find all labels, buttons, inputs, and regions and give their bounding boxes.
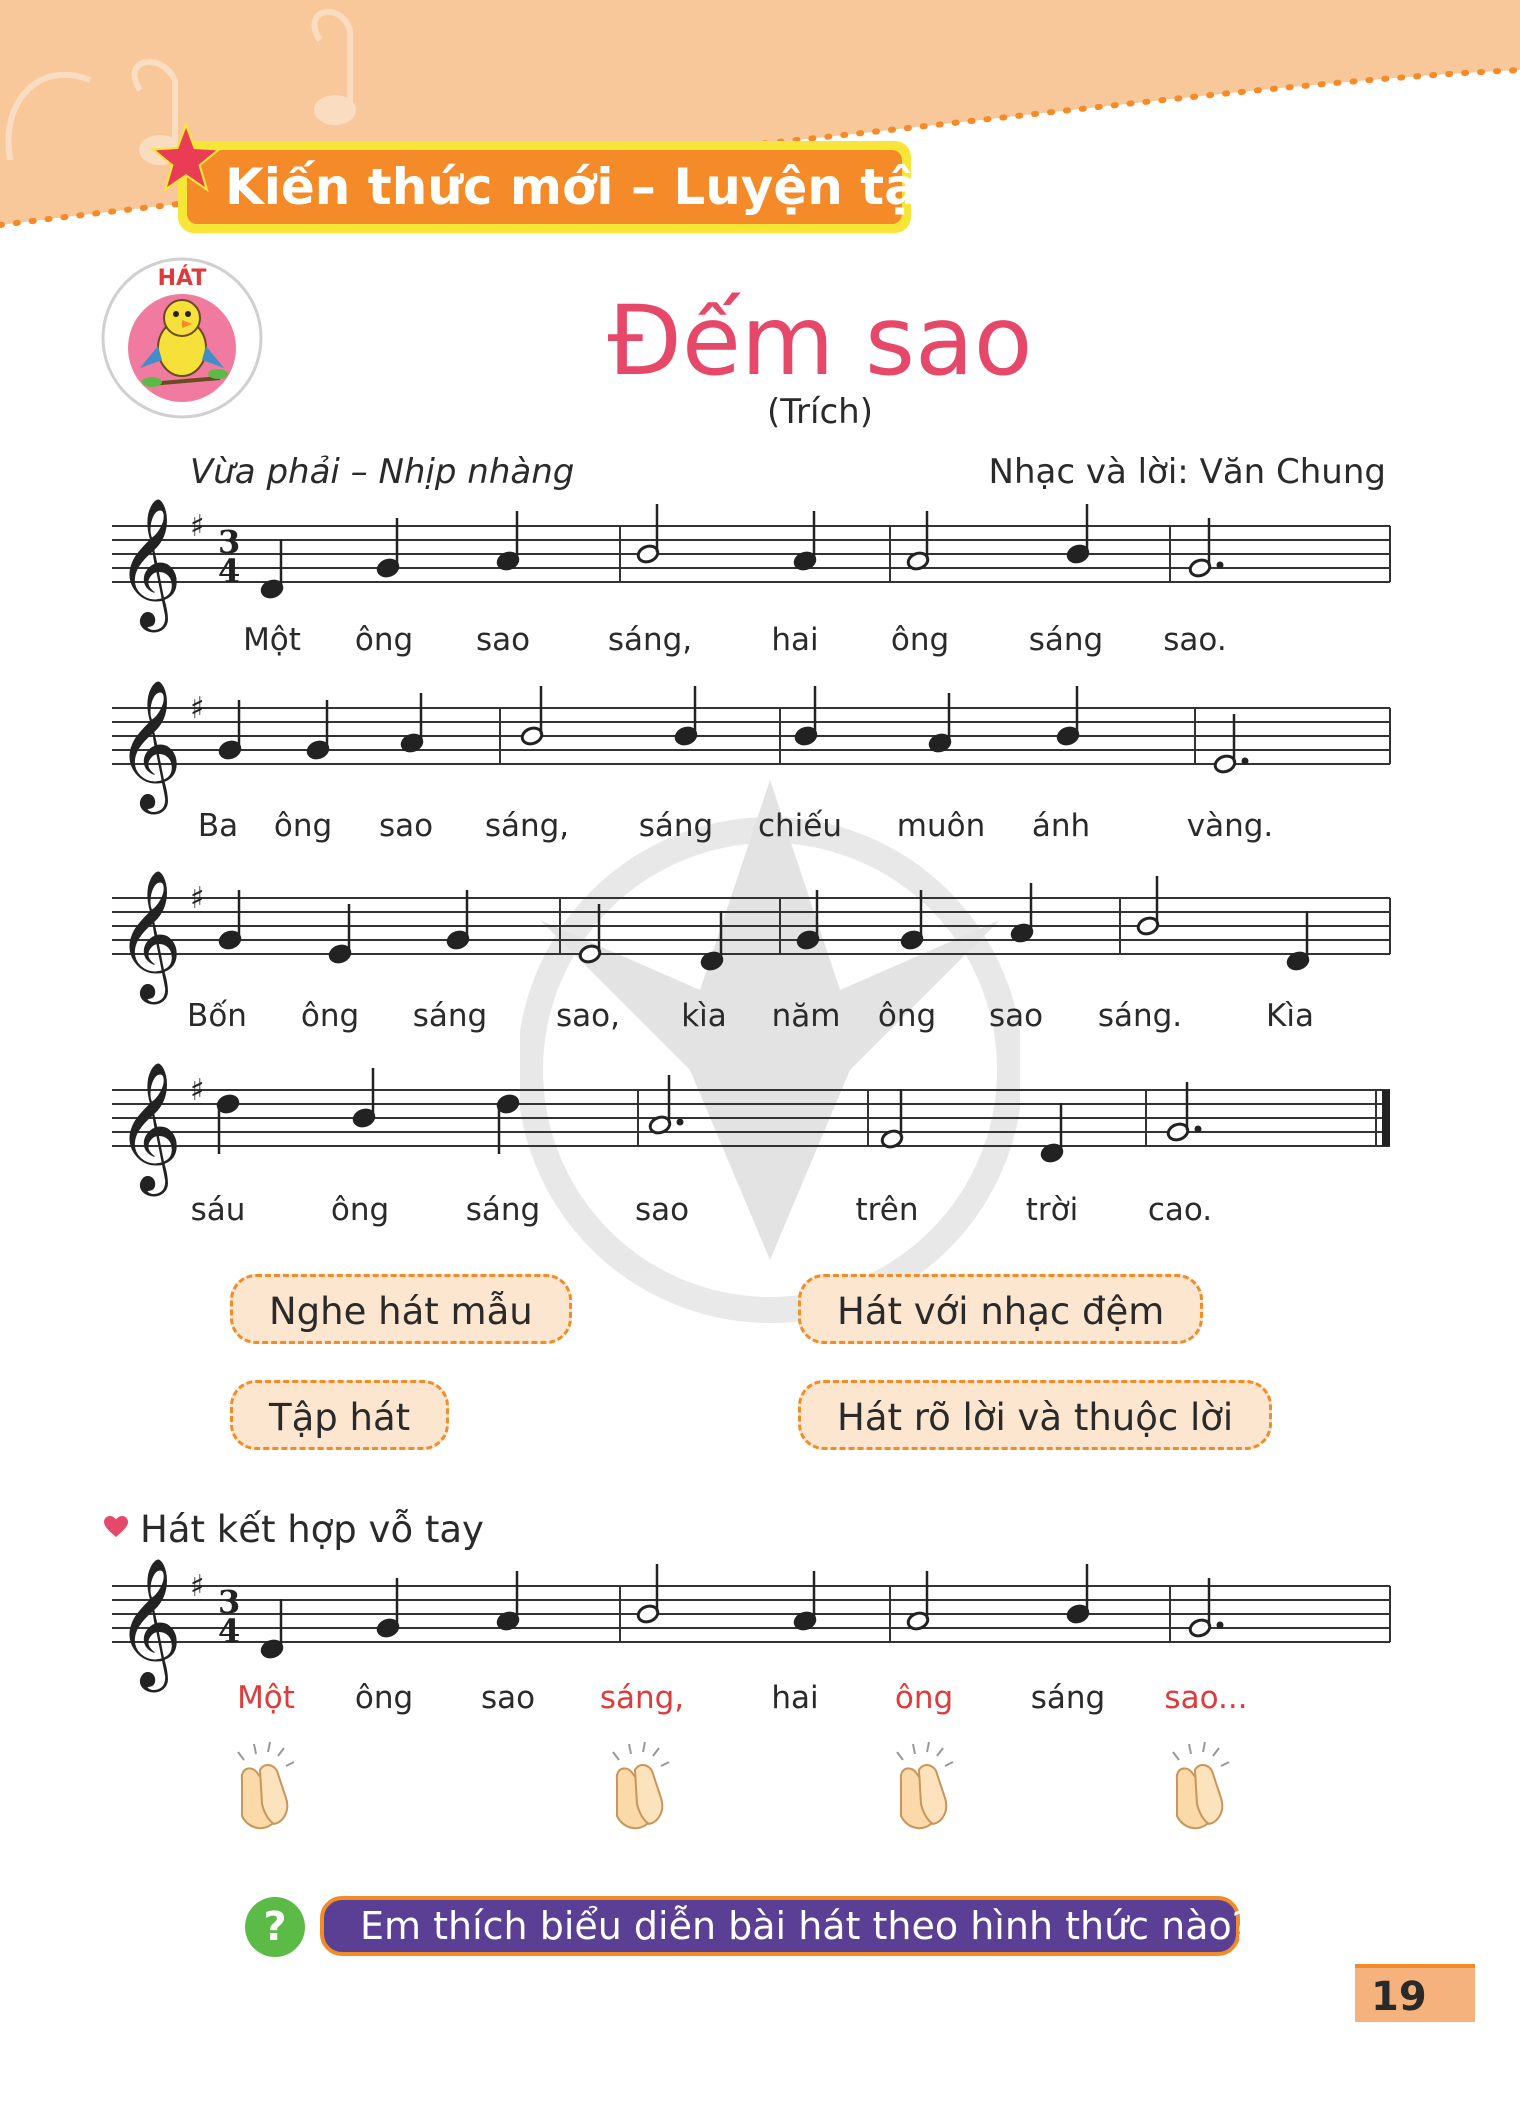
star-icon: [150, 122, 222, 194]
note: [1136, 876, 1160, 936]
key-signature-sharp: ♯: [190, 881, 205, 916]
activity-sing-clearly-memorize[interactable]: Hát rõ lời và thuộc lời: [798, 1380, 1272, 1450]
lyric-word: hai: [771, 622, 819, 658]
treble-clef-icon: 𝄞: [116, 1557, 183, 1687]
svg-text:?: ?: [263, 1904, 287, 1950]
clap-icon: [599, 1740, 681, 1832]
note: [793, 511, 817, 571]
note: [1066, 504, 1090, 564]
treble-clef-icon: 𝄞: [116, 497, 183, 627]
note: [1040, 1103, 1064, 1163]
lyric-word: sao: [475, 622, 531, 658]
lyric-word: sao: [634, 1192, 690, 1228]
note: [446, 890, 470, 950]
clap-lyric-word: sáng: [1030, 1680, 1106, 1716]
lyric-word: sáng: [412, 998, 488, 1034]
note: [636, 1564, 660, 1624]
clap-lyric-word: sao...: [1164, 1680, 1248, 1716]
note: [352, 1068, 376, 1128]
note-dot: [1242, 758, 1249, 765]
note: [260, 539, 284, 599]
clap-lyric-word: sao: [480, 1680, 536, 1716]
lyric-word: sáng.: [1097, 998, 1183, 1034]
note-dot: [677, 1119, 684, 1126]
note: [906, 511, 930, 571]
note-dot: [1195, 1126, 1202, 1133]
clap-lyric-word: hai: [771, 1680, 819, 1716]
note: [636, 504, 660, 564]
lyric-word: vàng.: [1186, 808, 1274, 844]
note: [1166, 1082, 1201, 1142]
note: [1056, 686, 1080, 746]
lyric-word: ông: [354, 622, 414, 658]
note: [793, 1571, 817, 1631]
note: [218, 890, 242, 950]
lyric-word: chiếu: [757, 808, 843, 844]
note: [376, 518, 400, 578]
note: [700, 911, 724, 971]
lyric-word: sao: [988, 998, 1044, 1034]
lyric-word: sáng,: [484, 808, 570, 844]
clap-lyric-word: ông: [894, 1680, 954, 1716]
question-prompt: Em thích biểu diễn bài hát theo hình thức nào?: [320, 1896, 1240, 1956]
lyric-word: muôn: [896, 808, 986, 844]
note: [1213, 714, 1248, 774]
note: [1010, 883, 1034, 943]
note-dot: [1217, 562, 1224, 569]
sing-badge: [100, 256, 264, 420]
note: [400, 693, 424, 753]
clap-icon: [883, 1740, 965, 1832]
clap-lyric-word: sáng,: [599, 1680, 685, 1716]
lyric-word: cao.: [1147, 1192, 1213, 1228]
music-staff-3: [0, 868, 1520, 1008]
lyric-word: ông: [890, 622, 950, 658]
note: [880, 1089, 904, 1149]
key-signature-sharp: ♯: [190, 1073, 205, 1108]
lyric-word: Một: [243, 622, 301, 658]
treble-clef-icon: 𝄞: [116, 869, 183, 999]
clap-lyric-word: Một: [237, 1680, 295, 1716]
note: [376, 1578, 400, 1638]
lyric-word: Kìa: [1266, 998, 1314, 1034]
note: [906, 1571, 930, 1631]
page-number: 19: [1355, 1964, 1475, 2022]
song-subtitle: (Trích): [767, 392, 873, 432]
lyric-word: ông: [877, 998, 937, 1034]
music-staff-1: [0, 496, 1520, 636]
activity-practice-singing[interactable]: Tập hát: [230, 1380, 449, 1450]
note: [496, 1094, 520, 1154]
note: [496, 1571, 520, 1631]
note: [306, 700, 330, 760]
activity-listen-sample[interactable]: Nghe hát mẫu: [230, 1274, 572, 1344]
composer-credit: Nhạc và lời: Văn Chung: [988, 452, 1386, 492]
time-signature-bottom: 4: [218, 1612, 241, 1650]
lyric-word: sao: [378, 808, 434, 844]
time-signature-top: 3: [218, 1583, 241, 1621]
music-staff-clapping: [0, 1556, 1520, 1696]
note: [496, 511, 520, 571]
lyric-word: Bốn: [187, 998, 247, 1034]
lyric-word: ông: [300, 998, 360, 1034]
note: [260, 1599, 284, 1659]
note-dot: [1217, 1622, 1224, 1629]
note: [900, 890, 924, 950]
note: [578, 904, 602, 964]
note: [674, 686, 698, 746]
final-bar-thick: [1382, 1090, 1390, 1146]
tempo-marking: Vừa phải – Nhịp nhàng: [190, 452, 575, 492]
lyric-word: kìa: [681, 998, 727, 1034]
note: [328, 904, 352, 964]
time-signature-top: 3: [218, 523, 241, 561]
lyric-word: năm: [771, 998, 841, 1034]
note: [648, 1075, 683, 1135]
section-banner: [178, 141, 954, 233]
note: [520, 686, 544, 746]
note: [218, 700, 242, 760]
treble-clef-icon: 𝄞: [116, 1061, 183, 1191]
note: [1066, 1564, 1090, 1624]
lyric-word: sao,: [556, 998, 620, 1034]
lyric-word: ông: [273, 808, 333, 844]
badge-label: HÁT: [157, 266, 207, 291]
lyric-word: sao.: [1163, 622, 1227, 658]
note: [1188, 518, 1223, 578]
clap-icon: [224, 1740, 306, 1832]
lyric-word: sáng: [465, 1192, 541, 1228]
note: [928, 693, 952, 753]
lyric-word: ông: [330, 1192, 390, 1228]
section-title: Kiến thức mới – Luyện tập: [187, 150, 902, 224]
activity-sing-with-accompaniment[interactable]: Hát với nhạc đệm: [798, 1274, 1203, 1344]
question-icon: [244, 1896, 306, 1958]
lyric-word: sáng: [638, 808, 714, 844]
lyric-word: trời: [1025, 1192, 1079, 1228]
music-staff-2: [0, 678, 1520, 818]
note: [1188, 1578, 1223, 1638]
note: [796, 890, 820, 950]
lyric-word: sáng: [1028, 622, 1104, 658]
lyric-word: sáu: [190, 1192, 246, 1228]
lyric-word: sáng,: [607, 622, 693, 658]
key-signature-sharp: ♯: [190, 691, 205, 726]
song-title: Đếm sao: [607, 285, 1033, 397]
clapping-heading: Hát kết hợp vỗ tay: [140, 1508, 484, 1551]
clap-lyric-word: ông: [354, 1680, 414, 1716]
heart-icon: [104, 1516, 128, 1538]
treble-clef-icon: 𝄞: [116, 679, 183, 809]
key-signature-sharp: ♯: [190, 1569, 205, 1604]
note: [794, 686, 818, 746]
music-staff-4: [0, 1060, 1520, 1200]
key-signature-sharp: ♯: [190, 509, 205, 544]
note: [216, 1094, 240, 1154]
time-signature-bottom: 4: [218, 552, 241, 590]
lyric-word: Ba: [197, 808, 239, 844]
lyric-word: trên: [855, 1192, 919, 1228]
lyric-word: ánh: [1031, 808, 1091, 844]
clap-icon: [1159, 1740, 1241, 1832]
note: [1286, 911, 1310, 971]
